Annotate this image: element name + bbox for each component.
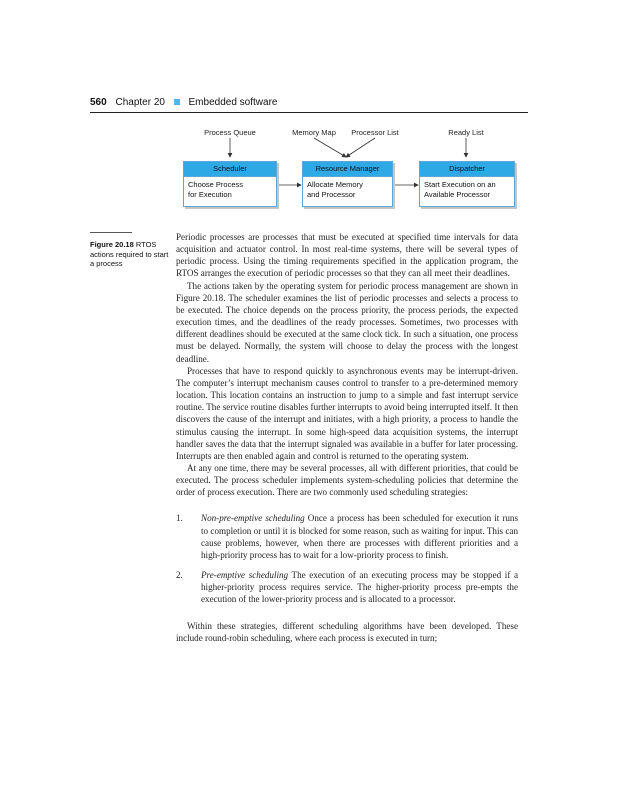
figure-diagram xyxy=(0,0,618,220)
box-title: Resource Manager xyxy=(303,162,392,177)
list-text: Once a process has been scheduled for execution it runs to completion or until it is blocked for some reason, such as waiting for input. This can cause problems, however, when there are processes with different priorities and a high-priority process has to wait for a low-priority process to finish. xyxy=(201,513,519,560)
body-text xyxy=(176,231,518,644)
chapter-label: Chapter 20 xyxy=(115,97,165,108)
box-title: Dispatcher xyxy=(420,162,514,177)
box-line: for Execution xyxy=(188,190,232,199)
list-item xyxy=(176,512,518,561)
figure-number: Figure 20.18 xyxy=(90,240,134,249)
box-line: Start Execution on an xyxy=(424,180,496,189)
paragraph: At any one time, there may be several processes, all with different priorities, that could be executed. The process scheduler implements system-scheduling policies that determine the order of process execution. There are two commonly used scheduling strategies: xyxy=(176,462,518,498)
paragraph: The actions taken by the operating system for periodic process management are shown in Figure 20.18. The scheduler examines the list of periodic processes and selects a process to be executed. The choice depends on the process priority, the process periods, the expected execution times, and the deadlines of the ready processes. Sometimes, two processes with different deadlines should be executed at the same clock tick. In such a situation, one process must be delayed. Normally, the system will choose to delay the process with the longest deadline. xyxy=(176,280,518,364)
list-item xyxy=(176,569,518,605)
paragraph: Processes that have to respond quickly to asynchronous events may be interrupt-driven. The computer’s interrupt mechanism causes control to transfer to a pre-determined memory location. This location contains an instruction to jump to a simple and fast interrupt service routine. The service routine disables further interrupts to avoid being interrupted itself. It then discovers the cause of the interrupt and initiates, with a high priority, a process to handle the stimulus causing the interrupt. In some high-speed data acquisition systems, the interrupt handler saves the data that the interrupt signaled was available in a buffer for later processing. Interrupts are then enabled again and control is returned to the operating system. xyxy=(176,365,518,461)
box-line: Allocate Memory xyxy=(307,180,363,189)
label-process-queue: Process Queue xyxy=(204,128,256,137)
label-memory-map: Memory Map xyxy=(292,128,336,137)
list-number: 1. xyxy=(176,513,183,524)
box-title: Scheduler xyxy=(184,162,276,177)
arrow-memory-map xyxy=(314,138,346,157)
label-ready-list: Ready List xyxy=(448,128,484,137)
caption-rule xyxy=(90,232,132,233)
box-line: and Processor xyxy=(307,190,356,199)
list-number: 2. xyxy=(176,570,183,581)
page-number: 560 xyxy=(90,97,107,108)
figure-caption-text: RTOS actions required to start a process xyxy=(90,240,169,268)
box-line: Choose Process xyxy=(188,180,244,189)
list-term: Non-pre-emptive scheduling xyxy=(201,513,305,524)
paragraph: Periodic processes are processes that must be executed at specified time intervals for data acquisition and actuator control. In most real-time systems, there will be several types of periodic process. Using the timing requirements specified in the application program, the RTOS arranges the execution of periodic processes so that they can all meet their deadlines. xyxy=(176,232,518,279)
arrow-processor-list xyxy=(346,138,375,157)
scheduler-box xyxy=(183,161,277,207)
resource-manager-box xyxy=(302,161,393,207)
box-line: Available Processor xyxy=(424,190,491,199)
scheduling-list xyxy=(176,512,518,605)
list-term: Pre-emptive scheduling xyxy=(201,570,289,581)
list-text: The execution of an executing process may be stopped if a higher-priority process requires service. The higher-priority process pre-empts the execution of the lower-priority process and is allocated to a processor. xyxy=(201,570,518,605)
figure-caption xyxy=(90,240,170,269)
chapter-title: Embedded software xyxy=(188,97,278,108)
label-processor-list: Processor List xyxy=(351,128,399,137)
paragraph: Within these strategies, different scheduling algorithms have been developed. These include round-robin scheduling, where each process is executed in turn; xyxy=(176,620,518,643)
dispatcher-box xyxy=(419,161,515,207)
